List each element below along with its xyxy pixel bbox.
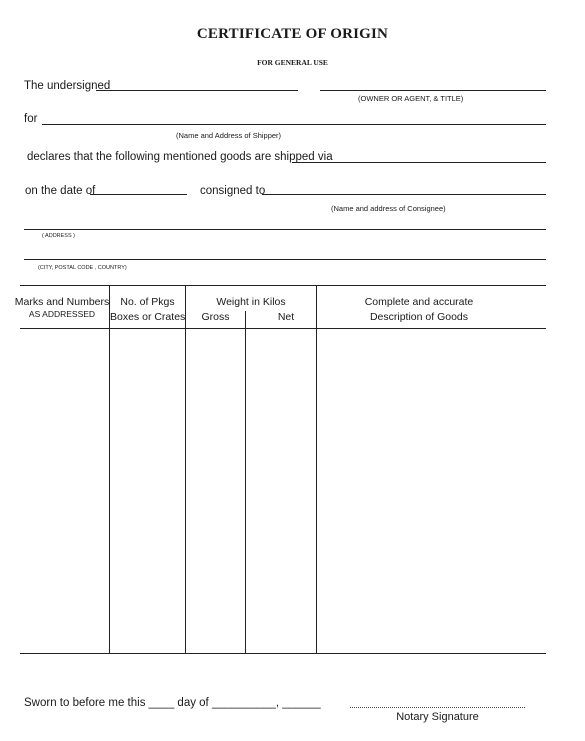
col-description-header: Complete and accurate	[364, 296, 474, 308]
city-caption: (CITY, POSTAL CODE , COUNTRY)	[38, 265, 127, 271]
page-title: CERTIFICATE OF ORIGIN	[196, 26, 389, 42]
undersigned-label: The undersigned	[24, 80, 111, 92]
owner-field[interactable]	[320, 90, 546, 91]
col-weight-header: Weight in Kilos	[216, 296, 286, 308]
shipped-via-field[interactable]	[292, 162, 546, 163]
address-caption: ( ADDRESS )	[42, 233, 76, 239]
col-gross-header: Gross	[201, 311, 230, 323]
undersigned-field[interactable]	[96, 90, 298, 91]
sworn-statement: Sworn to before me this ____ day of __________, ______	[24, 697, 321, 709]
table-col-divider-2	[185, 285, 186, 653]
consignee-caption: (Name and address of Consignee)	[331, 204, 446, 213]
notary-caption: Notary Signature	[396, 711, 479, 723]
address-field[interactable]	[24, 229, 546, 230]
date-field[interactable]	[90, 194, 187, 195]
shipper-field[interactable]	[42, 124, 546, 125]
table-bottom-border	[20, 653, 546, 654]
table-col-divider-3	[245, 311, 246, 653]
notary-signature-line[interactable]	[350, 707, 525, 708]
owner-caption: (OWNER OR AGENT, & TITLE)	[358, 94, 464, 103]
consignee-field[interactable]	[262, 194, 546, 195]
shipper-caption: (Name and Address of Shipper)	[176, 131, 282, 140]
consigned-label: consigned to	[200, 185, 266, 197]
col-description-subheader: Description of Goods	[369, 311, 469, 323]
date-label: on the date of	[25, 185, 96, 197]
declares-label: declares that the following mentioned goods are shipped via	[27, 151, 333, 163]
col-marks-header: Marks and Numbers	[14, 296, 110, 308]
table-top-border	[20, 285, 546, 286]
table-col-divider-4	[316, 285, 317, 653]
col-pkgs-header: No. of Pkgs	[120, 296, 175, 308]
page-subtitle: FOR GENERAL USE	[257, 58, 328, 67]
table-header-border	[20, 328, 546, 329]
for-label: for	[24, 113, 38, 125]
col-net-header: Net	[277, 311, 295, 323]
col-marks-subheader: AS ADDRESSED	[28, 309, 96, 319]
city-field[interactable]	[24, 259, 546, 260]
table-col-divider-1	[109, 285, 110, 653]
col-pkgs-subheader: Boxes or Crates	[110, 311, 186, 323]
